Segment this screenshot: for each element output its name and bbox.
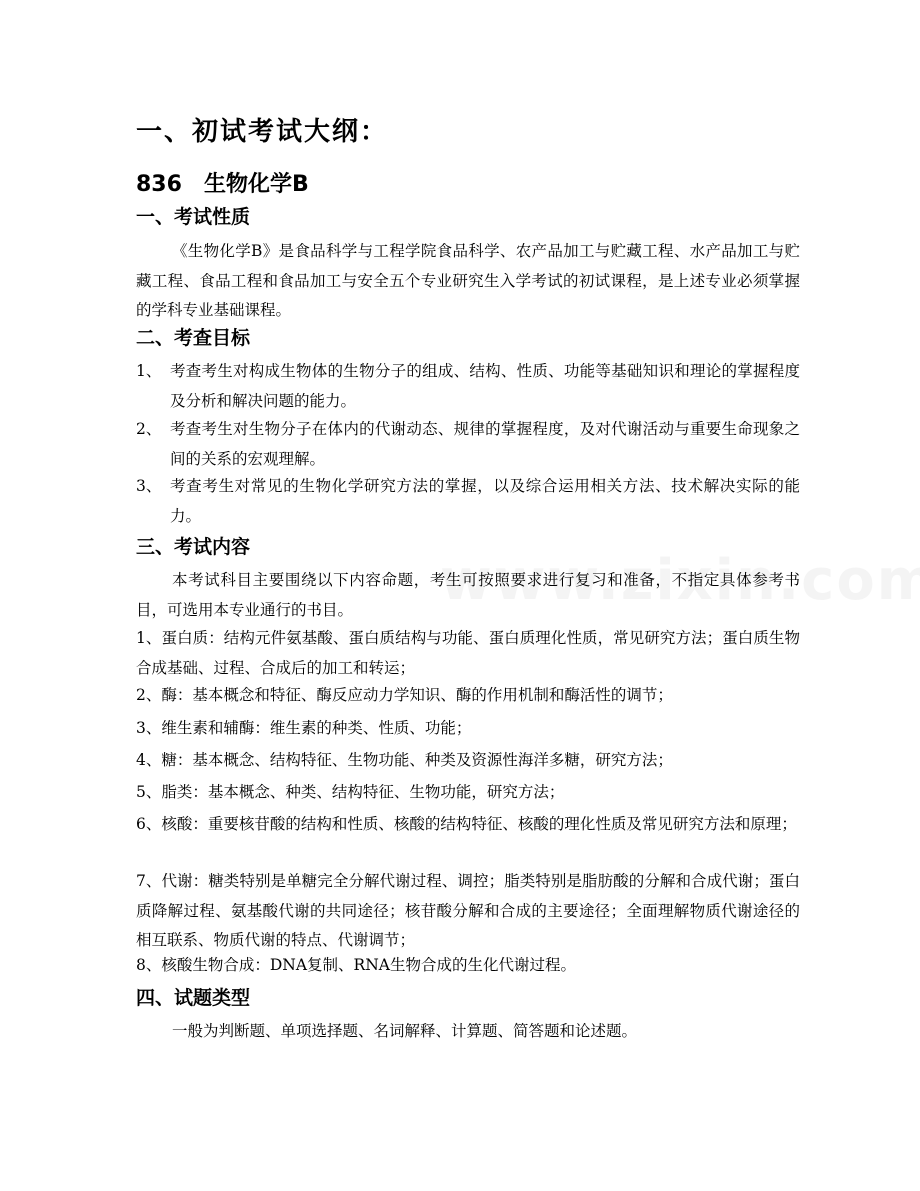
subject-title (136, 170, 309, 200)
content-item: 2、酶：基本概念和特征、酶反应动力学知识、酶的作用机制和酶活性的调节； (136, 686, 673, 704)
goal-number: 2、 (136, 420, 162, 438)
goal-number: 1、 (136, 362, 162, 380)
goal-number: 3、 (136, 477, 162, 495)
goal-text: 考查考生对生物分子在体内的代谢动态、规律的掌握程度，及对代谢活动与重要生命现象之间的关系的宏观理解。 (170, 420, 800, 468)
content-item: 8、核酸生物合成：DNA复制、RNA生物合成的生化代谢过程。 (136, 956, 576, 974)
types-paragraph: 一般为判断题、单项选择题、名词解释、计算题、简答题和论述题。 (172, 1022, 638, 1040)
main-title: 一、初试考试大纲： (136, 117, 389, 147)
goal-text: 考查考生对构成生物体的生物分子的组成、结构、性质、功能等基础知识和理论的掌握程度及分析和解决问题的能力。 (170, 362, 800, 410)
section-heading-goals: 二、考查目标 (136, 327, 251, 349)
goal-text: 考查考生对常见的生物化学研究方法的掌握，以及综合运用相关方法、技术解决实际的能力。 (170, 477, 800, 525)
content-item: 6、核酸：重要核苷酸的结构和性质、核酸的结构特征、核酸的理化性质及常见研究方法和原理； (136, 815, 797, 833)
goal-item (136, 415, 800, 474)
content-intro: 本考试科目主要围绕以下内容命题，考生可按照要求进行复习和准备，不指定具体参考书目，可选用本专业通行的书目。 (136, 571, 800, 619)
nature-paragraph: 《生物化学B》是食品科学与工程学院食品科学、农产品加工与贮藏工程、水产品加工与贮藏工程、食品工程和食品加工与安全五个专业研究生入学考试的初试课程，是上述专业必须掌握的学科专业基础课程。 (136, 242, 800, 319)
section-heading-content: 三、考试内容 (136, 536, 251, 558)
goal-item (136, 472, 800, 531)
subject-code: 836 (136, 172, 182, 197)
subject-name: 生物化学B (203, 172, 309, 197)
content-item: 4、糖：基本概念、结构特征、生物功能、种类及资源性海洋多糖，研究方法； (136, 751, 673, 769)
content-item: 3、维生素和辅酶：维生素的种类、性质、功能； (136, 719, 472, 737)
content-item: 1、蛋白质：结构元件氨基酸、蛋白质结构与功能、蛋白质理化性质，常见研究方法；蛋白质生物合成基础、过程、合成后的加工和转运； (136, 629, 800, 677)
section-heading-nature: 一、考试性质 (136, 206, 251, 228)
section-heading-types: 四、试题类型 (136, 987, 251, 1009)
content-item: 5、脂类：基本概念、种类、结构特征、生物功能，研究方法； (136, 783, 565, 801)
content-item: 7、代谢：糖类特别是单糖完全分解代谢过程、调控；脂类特别是脂肪酸的分解和合成代谢；蛋白质降解过程、氨基酸代谢的共同途径；核苷酸分解和合成的主要途径；全面理解物质代谢途径的相互联系、物质代谢的特点、代谢调节； (136, 872, 800, 949)
goal-item (136, 357, 800, 416)
